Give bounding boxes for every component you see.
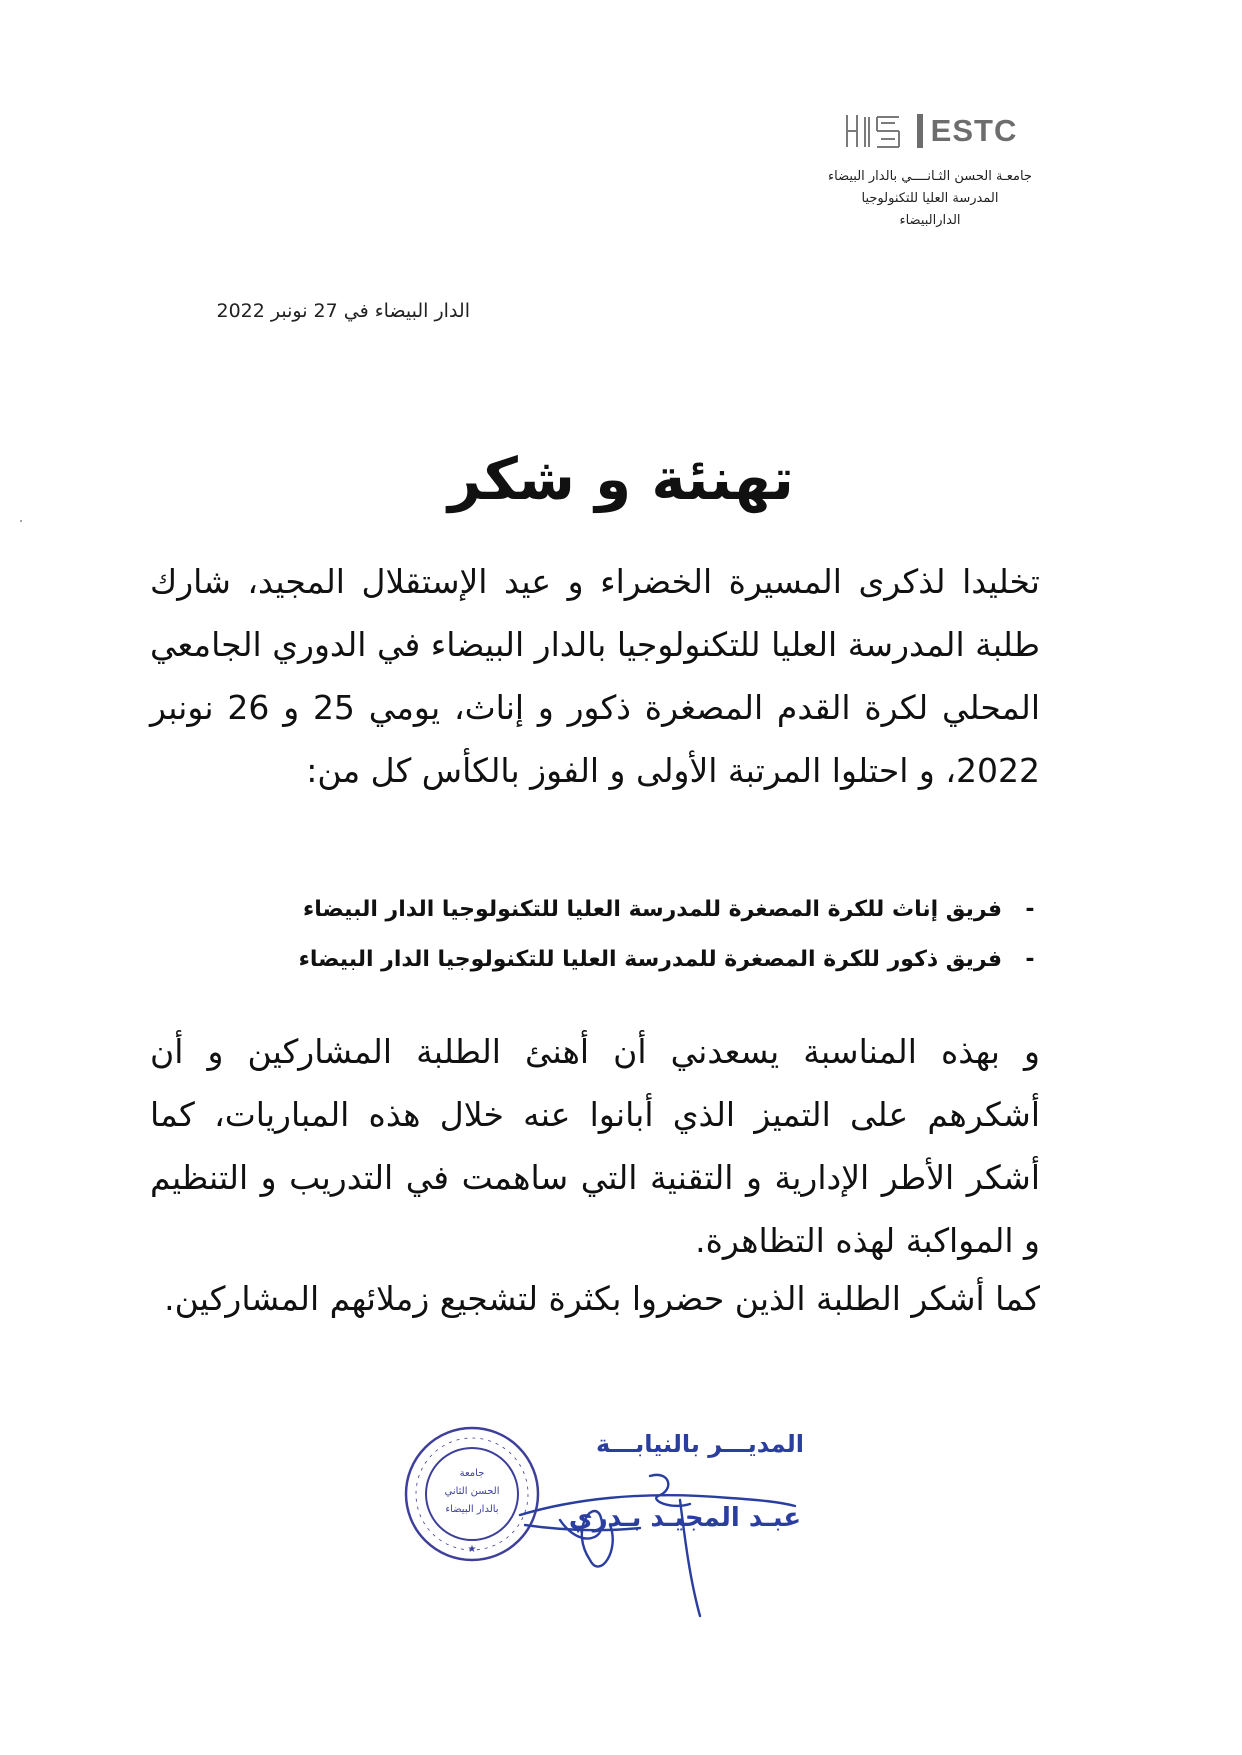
intro-paragraph: تخليدا لذكرى المسيرة الخضراء و عيد الإستقلال المجيد، شارك طلبة المدرسة العليا للتكنولوجيا بالدار البيضاء في الدوري الجامعي المحلي لكرة القدم المصغرة ذكور و إناث، يومي 25 و 26 نونبر 2022، و احتلوا المرتبة الأولى و الفوز بالكأس كل من: — [150, 562, 1041, 790]
bullet-dash: - — [1025, 897, 1035, 922]
school-name: المدرسة العليا للتكنولوجيا — [861, 191, 999, 206]
city-name: الدارالبيضاء — [899, 213, 961, 228]
thanks-paragraph: و بهذه المناسبة يسعدني أن أهنئ الطلبة المشاركين و أن أشكرهم على التميز الذي أبانوا عنه خلال هذه المباريات، كما أشكر الأطر الإدارية و التقنية التي ساهمت في التدريب و التنظيم و المواكبة لهذه التظاهرة. — [150, 1032, 1040, 1260]
document-date: الدار البيضاء في 27 نونبر 2022 — [216, 300, 470, 322]
institution-header — [790, 108, 1070, 232]
list-item — [150, 885, 1040, 935]
team-name: فريق ذكور للكرة المصغرة للمدرسة العليا للتكنولوجيا الدار البيضاء — [298, 947, 1002, 972]
bullet-dash: - — [1025, 947, 1035, 972]
stamp-line: جامعة — [459, 1468, 485, 1479]
signatory-name: عبـد المجيـد بـدري — [568, 1503, 802, 1533]
university-logo-icon — [843, 111, 909, 151]
closing-paragraph: كما أشكر الطلبة الذين حضروا بكثرة لتشجيع زملائهم المشاركين. — [164, 1279, 1040, 1318]
signature-block — [380, 1400, 820, 1630]
signatory-title: المديـــر بالنيابـــة — [596, 1430, 804, 1458]
list-item — [150, 935, 1040, 985]
university-name: جامعـة الحسن الثـانــــي بالدار البيضاء — [828, 169, 1032, 184]
logo-text: ESTC — [930, 113, 1018, 148]
stamp-line: بالدار البيضاء — [445, 1504, 499, 1515]
stamp-line: الحسن الثاني — [444, 1486, 500, 1497]
scan-speck — [20, 520, 22, 522]
logo — [790, 108, 1070, 154]
team-name: فريق إناث للكرة المصغرة للمدرسة العليا للتكنولوجيا الدار البيضاء — [302, 897, 1002, 922]
document-title: تهنئة و شكر — [448, 445, 794, 513]
logo-divider — [917, 114, 923, 148]
svg-text:★: ★ — [467, 1544, 477, 1555]
teams-list — [150, 885, 1040, 985]
